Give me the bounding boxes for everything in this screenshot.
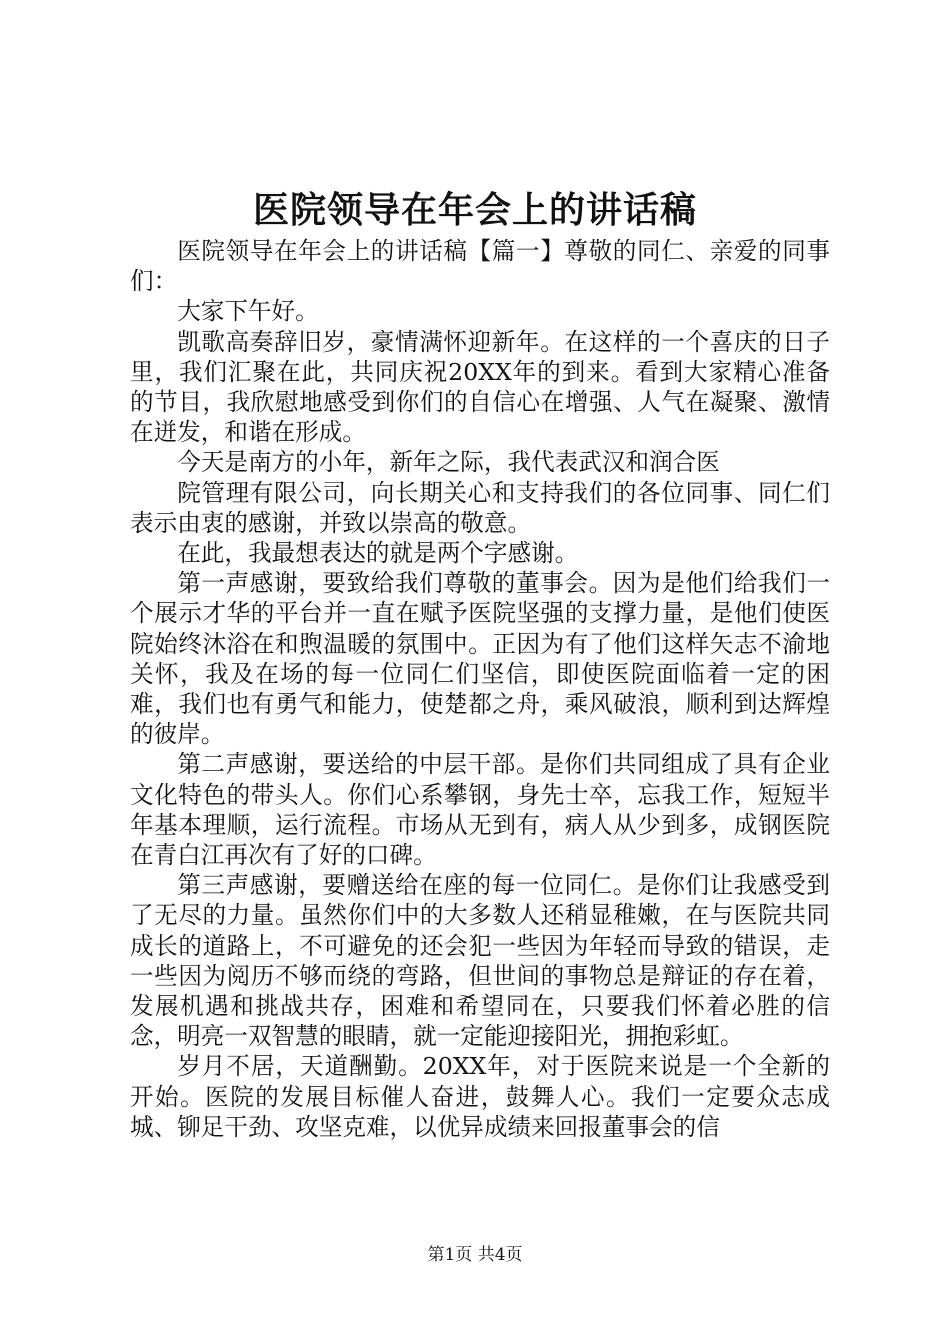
paragraph: 医院领导在年会上的讲话稿【篇一】尊敬的同仁、亲爱的同事们： [130, 237, 830, 296]
document-title: 医院领导在年会上的讲话稿 [252, 189, 697, 231]
paragraph: 第三声感谢，要赠送给在座的每一位同仁。是你们让我感受到了无尽的力量。虽然你们中的大多数人还稍显稚嫩，在与医院共同成长的道路上，不可避免的还会犯一些因为年轻而导致的错误，走一些因为阅历不够而绕的弯路，但世间的事物总是辩证的存在着，发展机遇和挑战共存，困难和希望同在，只要我们怀着必胜的信念，明亮一双智慧的眼睛，就一定能迎接阳光，拥抱彩虹。 [130, 871, 830, 1051]
document-body [130, 236, 830, 1142]
paragraph: 院管理有限公司，向长期关心和支持我们的各位同事、同仁们表示由衷的感谢，并致以崇高的敬意。 [130, 478, 830, 537]
paragraph: 在此，我最想表达的就是两个字感谢。 [177, 539, 579, 568]
paragraph: 大家下午好。 [177, 297, 319, 326]
paragraph: 今天是南方的小年，新年之际，我代表武汉和润合医 [177, 448, 720, 477]
paragraph: 岁月不居，天道酬勤。20XX年，对于医院来说是一个全新的开始。医院的发展目标催人奋进，鼓舞人心。我们一定要众志成城、铆足干劲、攻坚克难，以优异成绩来回报董事会的信 [130, 1052, 830, 1141]
page-footer: 第1页 共4页 [427, 1245, 523, 1265]
paragraph: 第二声感谢，要送给的中层干部。是你们共同组成了具有企业文化特色的带头人。你们心系攀钢，身先士卒，忘我工作，短短半年基本理顺，运行流程。市场从无到有，病人从少到多，成钢医院在青白江再次有了好的口碑。 [130, 750, 830, 870]
paragraph: 第一声感谢，要致给我们尊敬的董事会。因为是他们给我们一个展示才华的平台并一直在赋予医院坚强的支撑力量，是他们使医院始终沐浴在和煦温暖的氛围中。正因为有了他们这样矢志不渝地关怀，我及在场的每一位同仁们坚信，即使医院面临着一定的困难，我们也有勇气和能力，使楚都之舟，乘风破浪，顺利到达辉煌的彼岸。 [130, 569, 830, 749]
paragraph: 凯歌高奏辞旧岁，豪情满怀迎新年。在这样的一个喜庆的日子里，我们汇聚在此，共同庆祝20XX年的到来。看到大家精心准备的节目，我欣慰地感受到你们的自信心在增强、人气在凝聚、激情在迸发，和谐在形成。 [130, 327, 830, 447]
